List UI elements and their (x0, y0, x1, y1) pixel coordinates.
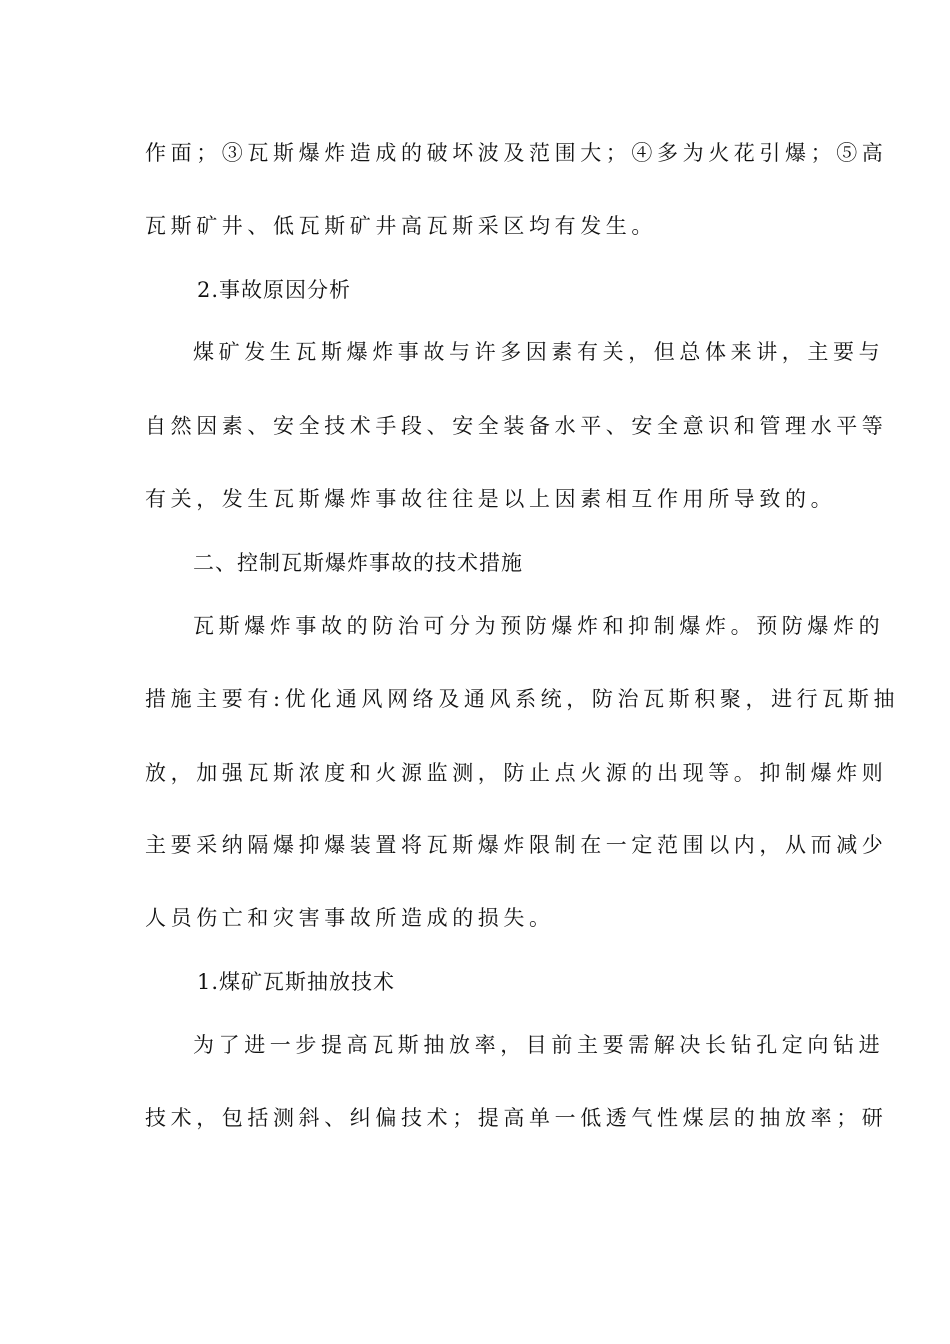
paragraph-line: 措施主要有:优化通风网络及通风系统，防治瓦斯积聚，进行瓦斯抽 (145, 687, 900, 711)
paragraph-line: 煤矿发生瓦斯爆炸事故与许多因素有关，但总体来讲，主要与 (193, 340, 885, 364)
paragraph-line: 人员伤亡和灾害事故所造成的损失。 (145, 906, 555, 930)
paragraph-line: 技术，包括测斜、纠偏技术；提高单一低透气性煤层的抽放率；研 (145, 1106, 888, 1130)
section-heading: 二、控制瓦斯爆炸事故的技术措施 (193, 551, 523, 575)
paragraph-line: 有关，发生瓦斯爆炸事故往往是以上因素相互作用所导致的。 (145, 487, 837, 511)
paragraph-line: 作面；③瓦斯爆炸造成的破坏波及范围大；④多为火花引爆；⑤高 (145, 141, 888, 165)
paragraph-line: 瓦斯矿井、低瓦斯矿井高瓦斯采区均有发生。 (145, 214, 657, 238)
section-heading: 1.煤矿瓦斯抽放技术 (197, 970, 396, 994)
paragraph-line: 自然因素、安全技术手段、安全装备水平、安全意识和管理水平等 (145, 414, 888, 438)
paragraph-line: 为了进一步提高瓦斯抽放率，目前主要需解决长钻孔定向钻进 (193, 1033, 885, 1057)
paragraph-line: 瓦斯爆炸事故的防治可分为预防爆炸和抑制爆炸。预防爆炸的 (193, 614, 885, 638)
section-heading: 2.事故原因分析 (197, 278, 352, 302)
paragraph-line: 主要采纳隔爆抑爆装置将瓦斯爆炸限制在一定范围以内，从而减少 (145, 833, 888, 857)
paragraph-line: 放，加强瓦斯浓度和火源监测，防止点火源的出现等。抑制爆炸则 (145, 761, 888, 785)
